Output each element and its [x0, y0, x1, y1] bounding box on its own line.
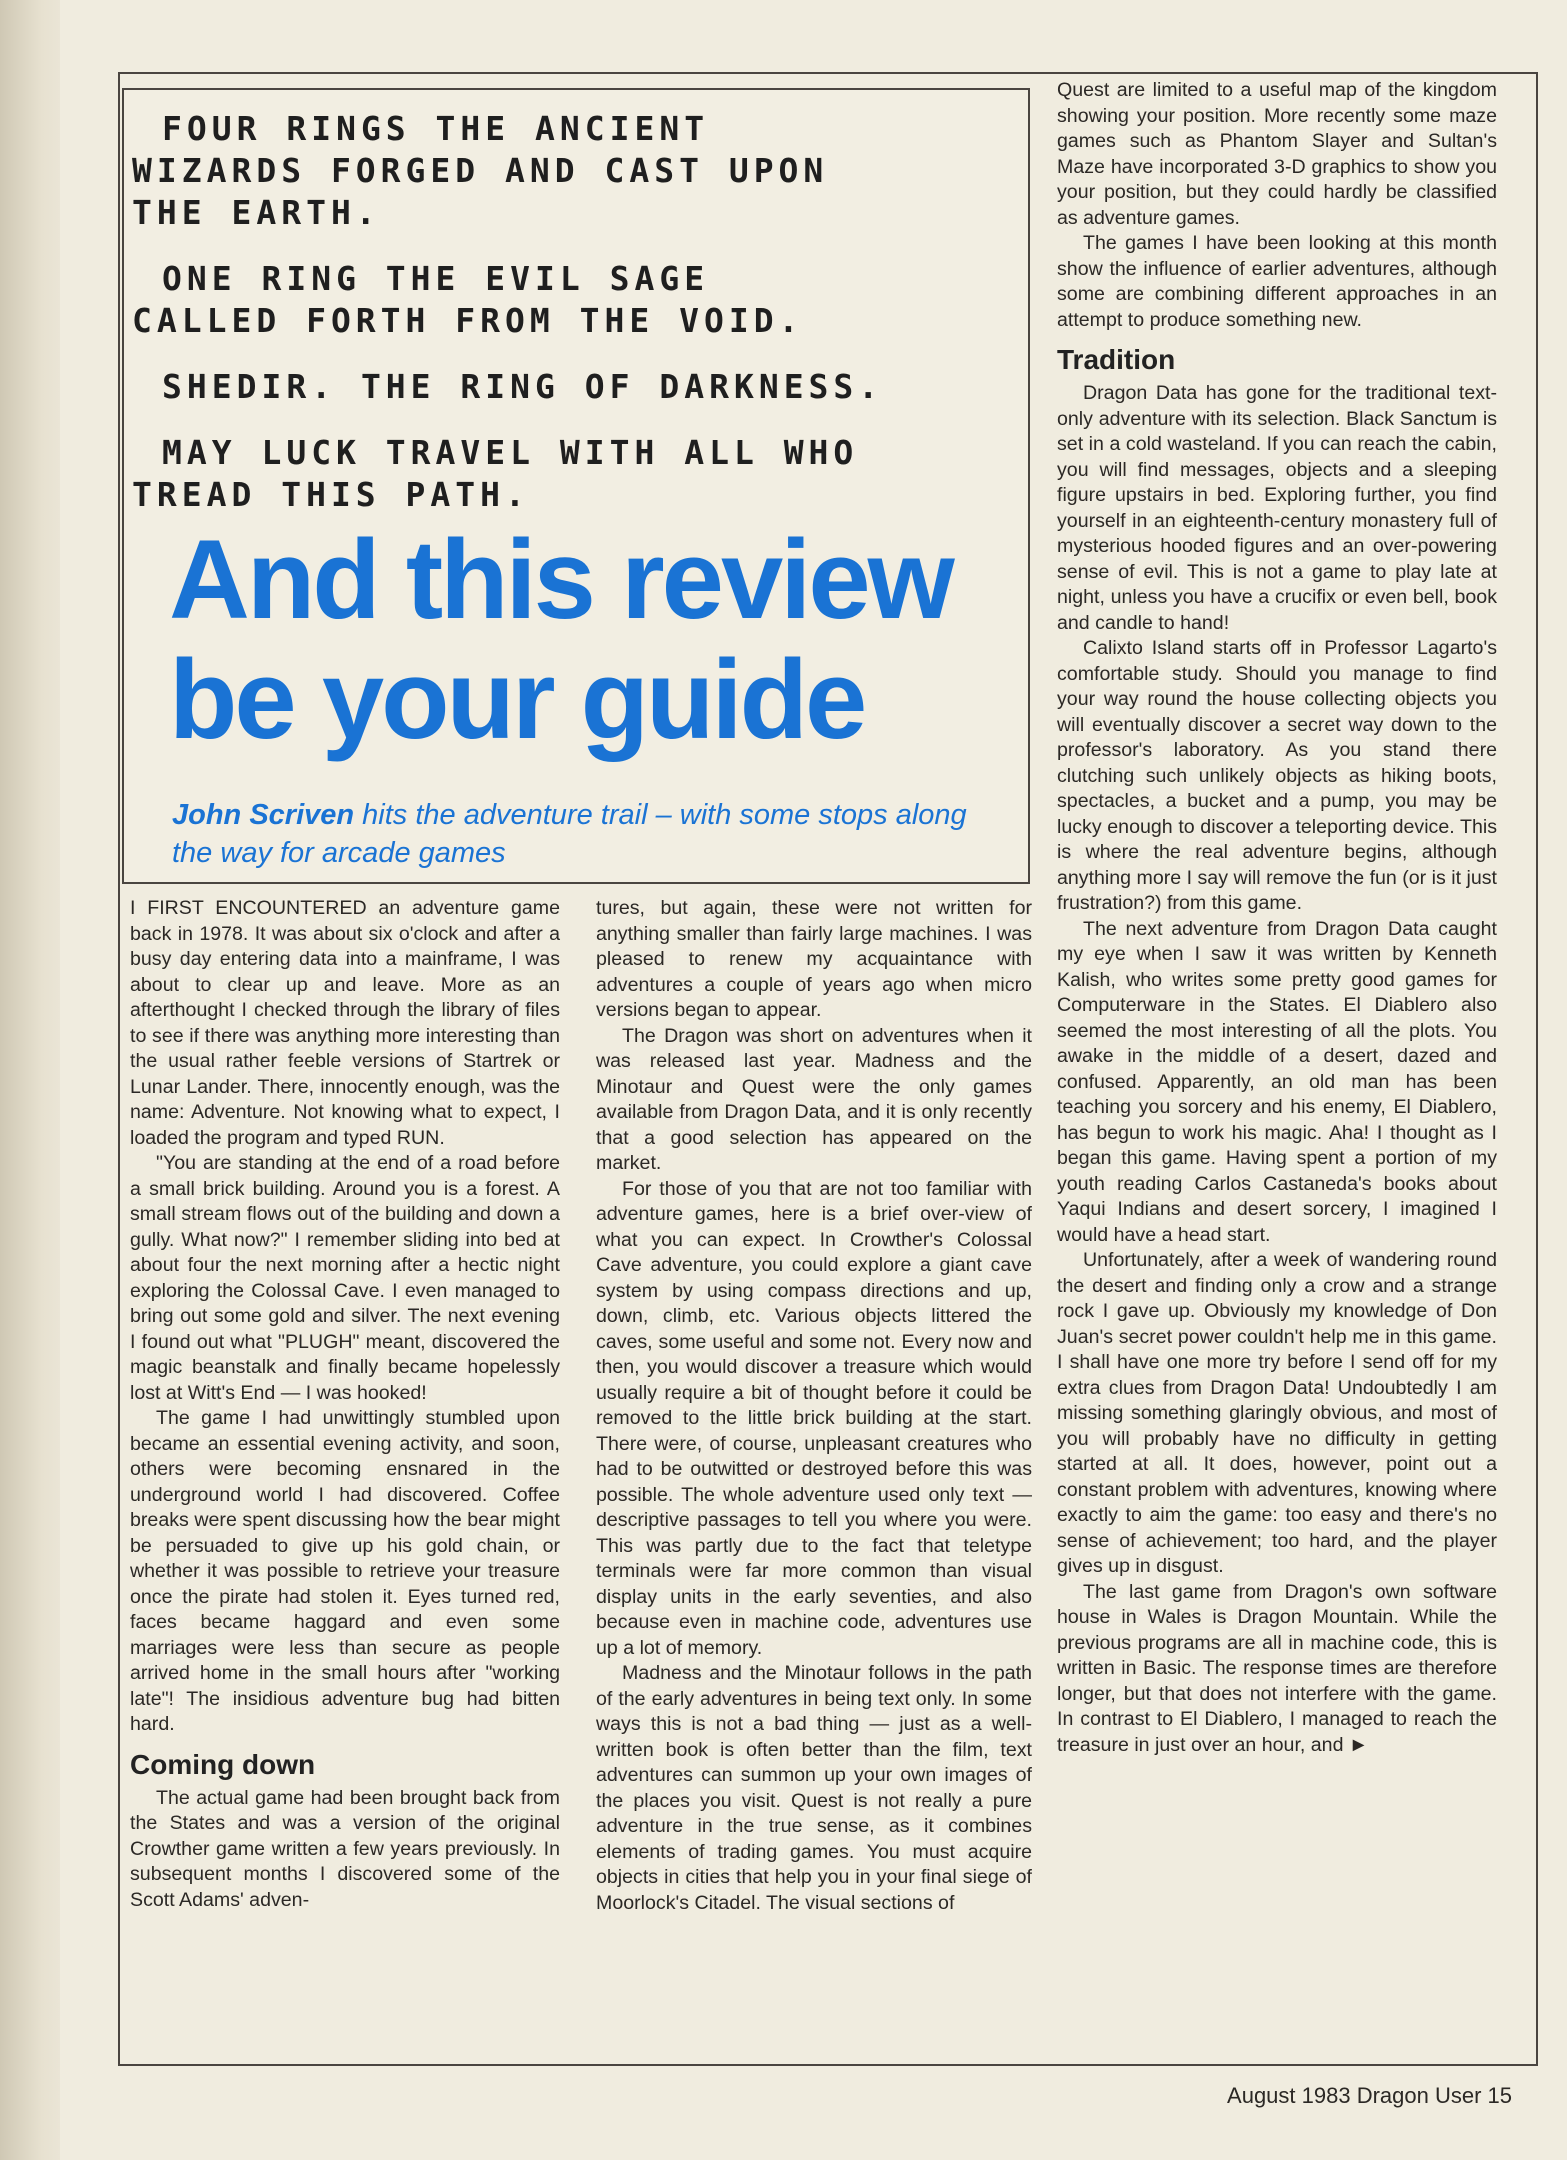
paragraph: For those of you that are not too familiar with adventure games, here is a brief over-view of what you can expect. In Crowther's Colossal Cave adventure, you could explore a giant cave system by using compass directions and up, down, climb, etc. Various objects littered the caves, some useful and some not. Every now and then, you would discover a treasure which would usually require a bit of thought before it could be removed to the little brick building at the start. There were, of course, unpleasant creatures who had to be outwitted or destroyed before this was possible. The whole adventure used only text — descriptive passages to tell you where you were. This was partly due to the fact that teletype terminals were far more common than visual display units in the early seventies, and also because even in machine code, adventures use up a lot of memory.	[596, 1177, 1032, 1659]
quote-line-1	[132, 108, 1022, 234]
paragraph: "You are standing at the end of a road before a small brick building. Around you is a forest. A small stream flows out of the building and down a gully. What now?" I remember sliding into bed at about four the next morning after a hectic night exploring the Colossal Cave. I even managed to bring out some gold and silver. The next evening I found out what "PLUGH" meant, discovered the magic beanstalk and finally became hopelessly lost at Witt's End — I was hooked!	[130, 1152, 560, 1404]
paragraph: Calixto Island starts off in Professor Lagarto's comfortable study. Should you manage to find your way round the house collecting objects you will eventually discover a secret way down to the professor's laboratory. As you stand there clutching such unlikely objects as hiking boots, spectacles, a bucket and a pump, you may be lucky enough to discover a teleporting device. This is where the real adventure begins, although anything more I say will remove the fun (or is it just frustration?) from this game.	[1057, 637, 1497, 914]
subheading-tradition: Tradition	[1057, 344, 1176, 375]
author-name: John Scriven	[172, 799, 355, 831]
article-column-3	[1057, 78, 1497, 1758]
quote-line-3	[132, 366, 1022, 408]
page-binding-shadow	[0, 0, 60, 2160]
paragraph: Unfortunately, after a week of wandering round the desert and finding only a crow and a strange rock I gave up. Obviously my knowledge of Don Juan's secret power couldn't help me in this game. I shall have one more try before I send off for my extra clues from Dragon Data! Undoubtedly I am missing something glaringly obvious, and most of you will probably have no difficulty in getting started at all. It does, however, point out a constant problem with adventures, knowing where exactly to aim the game: too easy and there's no sense of achievement; too hard, and the player gives up in disgust.	[1057, 1249, 1497, 1577]
paragraph: Dragon Data has gone for the traditional text-only adventure with its selection. Black Sanctum is set in a cold wasteland. If you can reach the cabin, you will find messages, objects and a sleeping figure upstairs in bed. Exploring further, you find yourself in an eighteenth-century monastery full of mysterious hooded figures and an over-powering sense of evil. This is not a game to play late at night, unless you have a crucifix or even bell, book and candle to hand!	[1057, 382, 1497, 634]
article-column-1	[130, 896, 560, 1913]
computer-text-quote	[132, 108, 1022, 540]
standfirst-text: hits the adventure trail – with some stops along the way for arcade games	[172, 799, 967, 869]
standfirst	[172, 796, 992, 872]
paragraph: The next adventure from Dragon Data caught my eye when I saw it was written by Kenneth Kalish, who writes some pretty good games for Computerware in the States. El Diablero also seemed the most interesting of all the plots. You awake in the middle of a desert, dazed and confused. Apparently, an old man has been teaching you sorcery and his enemy, El Diablero, has begun to work his magic. Aha! I thought as I began this game. Having spent a portion of my youth reading Carlos Castaneda's books about Yaqui Indians and desert sorcery, I imagined I would have a head start.	[1057, 917, 1497, 1246]
quote-line-2-text: ONE RING THE EVIL SAGE CALLED FORTH FROM THE VOID.	[132, 259, 804, 340]
quote-line-4	[132, 432, 1022, 516]
quote-line-4-text: MAY LUCK TRAVEL WITH ALL WHO TREAD THIS PATH.	[132, 433, 859, 514]
article-column-2	[596, 896, 1032, 1916]
quote-line-2	[132, 258, 1022, 342]
paragraph: The game I had unwittingly stumbled upon became an essential evening activity, and soon, others were becoming ensnared in the underground world I had discovered. Coffee breaks were spent discussing how the bear might be persuaded to give up his gold chain, or whether it was possible to retrieve your treasure once the pirate had stolen it. Eyes turned red, faces became haggard and even some marriages were less than secure as people arrived home in the small hours after "working late"! The insidious adventure bug had bitten hard.	[130, 1407, 560, 1735]
paragraph: tures, but again, these were not written for anything smaller than fairly large machines. I was pleased to renew my acquaintance with adventures a couple of years ago when micro versions began to appear.	[596, 897, 1032, 1021]
paragraph: The Dragon was short on adventures when it was released last year. Madness and the Minotaur and Quest were the only games available from Dragon Data, and it is only recently that a good selection has appeared on the market.	[596, 1024, 1032, 1174]
paragraph: Quest are limited to a useful map of the kingdom showing your position. More recently some maze games such as Phantom Slayer and Sultan's Maze have incorporated 3-D graphics to show you your position, but they could hardly be classified as adventure games.	[1057, 79, 1497, 229]
subheading-coming-down: Coming down	[130, 1748, 316, 1780]
headline: And this review be your guide	[169, 517, 952, 762]
paragraph: The actual game had been brought back from the States and was a version of the original Crowther game written a few years previously. In subsequent months I discovered some of the Scott Adams' adven-	[130, 1786, 560, 1911]
paragraph: The last game from Dragon's own software house in Wales is Dragon Mountain. While the previous programs are all in machine code, this is written in Basic. The response times are therefore longer, but that does not interfere with the game. In contrast to El Diablero, I managed to reach the treasure in just over an hour, and ►	[1057, 1580, 1497, 1756]
quote-line-3-text: SHEDIR. THE RING OF DARKNESS.	[162, 367, 884, 406]
quote-line-1-text: FOUR RINGS THE ANCIENT WIZARDS FORGED AND CAST UPON THE EARTH.	[132, 109, 829, 232]
paragraph: I FIRST ENCOUNTERED an adventure game back in 1978. It was about six o'clock and after a busy day entering data into a mainframe, I was about to clear up and leave. More as an afterthought I checked through the library of files to see if there was anything more interesting than the usual rather feeble versions of Startrek or Lunar Lander. There, innocently enough, was the name: Adventure. Not knowing what to expect, I loaded the program and typed RUN.	[130, 897, 560, 1149]
page-footer: August 1983 Dragon User 15	[1227, 2083, 1512, 2108]
paragraph: The games I have been looking at this month show the influence of earlier adventures, although some are combining different approaches in an attempt to produce something new.	[1057, 232, 1497, 331]
paragraph: Madness and the Minotaur follows in the path of the early adventures in being text only. In some ways this is not a bad thing — just as a well-written book is often better than the film, text adventures can summon up your own images of the places you visit. Quest is not really a pure adventure in the true sense, as it combines elements of trading games. You must acquire objects in cities that help you in your final siege of Moorlock's Citadel. The visual sections of	[596, 1662, 1032, 1914]
header-box	[122, 88, 1030, 884]
